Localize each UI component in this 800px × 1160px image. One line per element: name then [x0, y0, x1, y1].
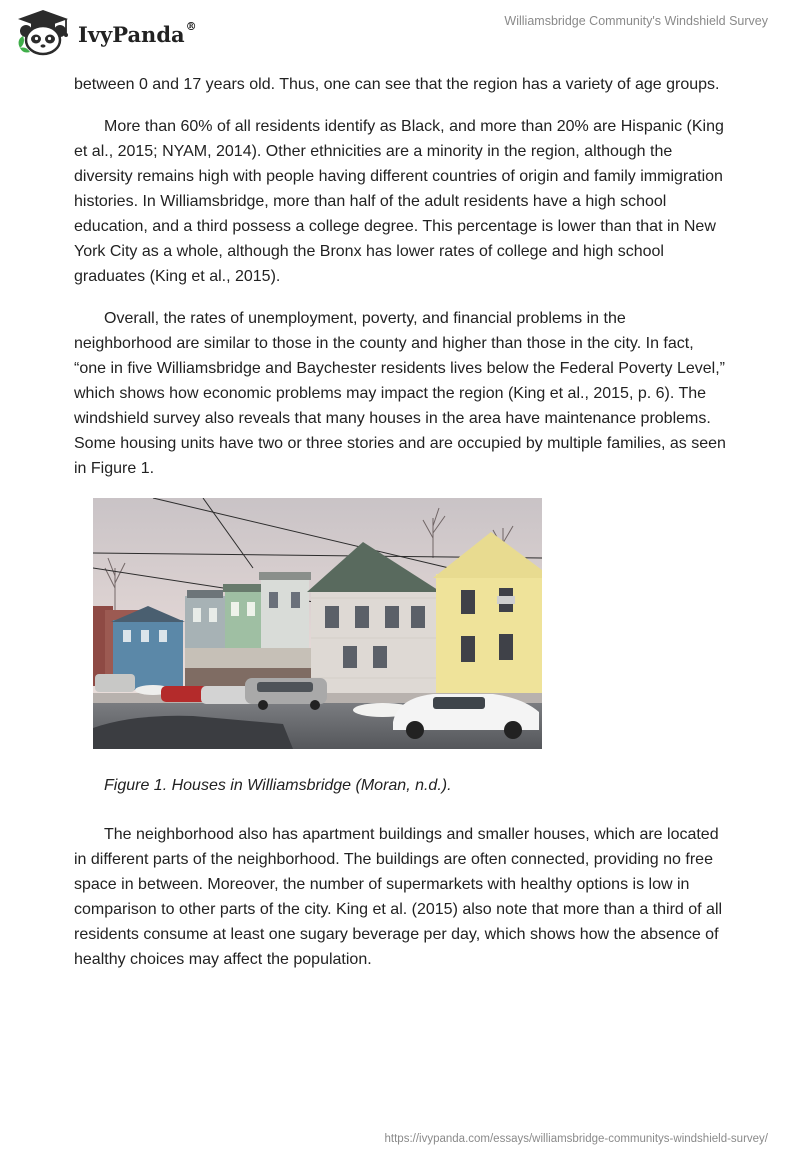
houses-photo-image	[93, 498, 542, 749]
brand-name-text: IvyPanda	[78, 21, 185, 47]
figure-caption: Figure 1. Houses in Williamsbridge (Moran, n.d.).	[104, 777, 452, 794]
figure-houses-photo	[93, 498, 542, 749]
brand-logo[interactable]	[14, 8, 197, 56]
source-url[interactable]: https://ivypanda.com/essays/williamsbridge-communitys-windshield-survey/	[384, 1133, 768, 1145]
paragraph-4: The neighborhood also has apartment buildings and smaller houses, which are located in different parts of the neighborhood. The buildings are often connected, providing no free space in between. Moreover, the number of supermarkets with healthy options is low in comparison to other parts of the city. King et al. (2015) also note that more than a third of all residents consume at least one sugary beverage per day, which shows how the absence of healthy choices may affect the population.	[74, 826, 723, 968]
registered-mark: ®	[185, 19, 197, 33]
brand-name	[78, 19, 197, 47]
paragraph-1: between 0 and 17 years old. Thus, one can see that the region has a variety of age groups.	[74, 76, 720, 93]
paragraph-3: Overall, the rates of unemployment, poverty, and financial problems in the neighborhood are similar to those in the county and higher than those in the city. In fact, “one in five Williamsbridge and Baychester residents lives below the Federal Poverty Level,” which shows how economic problems may impact the region (King et al., 2015, p. 6). The windshield survey also reveals that many houses in the area have maintenance problems. Some housing units have two or three stories and are occupied by multiple families, as seen in Figure 1.	[74, 310, 726, 477]
essay-body	[74, 72, 726, 989]
document-title: Williamsbridge Community's Windshield Survey	[504, 14, 768, 28]
panda-logo-icon	[14, 8, 72, 56]
paragraph-2: More than 60% of all residents identify as Black, and more than 20% are Hispanic (King et al., 2015; NYAM, 2014). Other ethnicities are a minority in the region, although the diversity remains high with people having different countries of origin and family immigration histories. In Williamsbridge, more than half of the adult residents have a high school education, and a third possess a college degree. This percentage is lower than that in New York City as a whole, although the Bronx has lower rates of college and high school graduates (King et al., 2015).	[74, 118, 724, 285]
page-header	[0, 0, 800, 70]
